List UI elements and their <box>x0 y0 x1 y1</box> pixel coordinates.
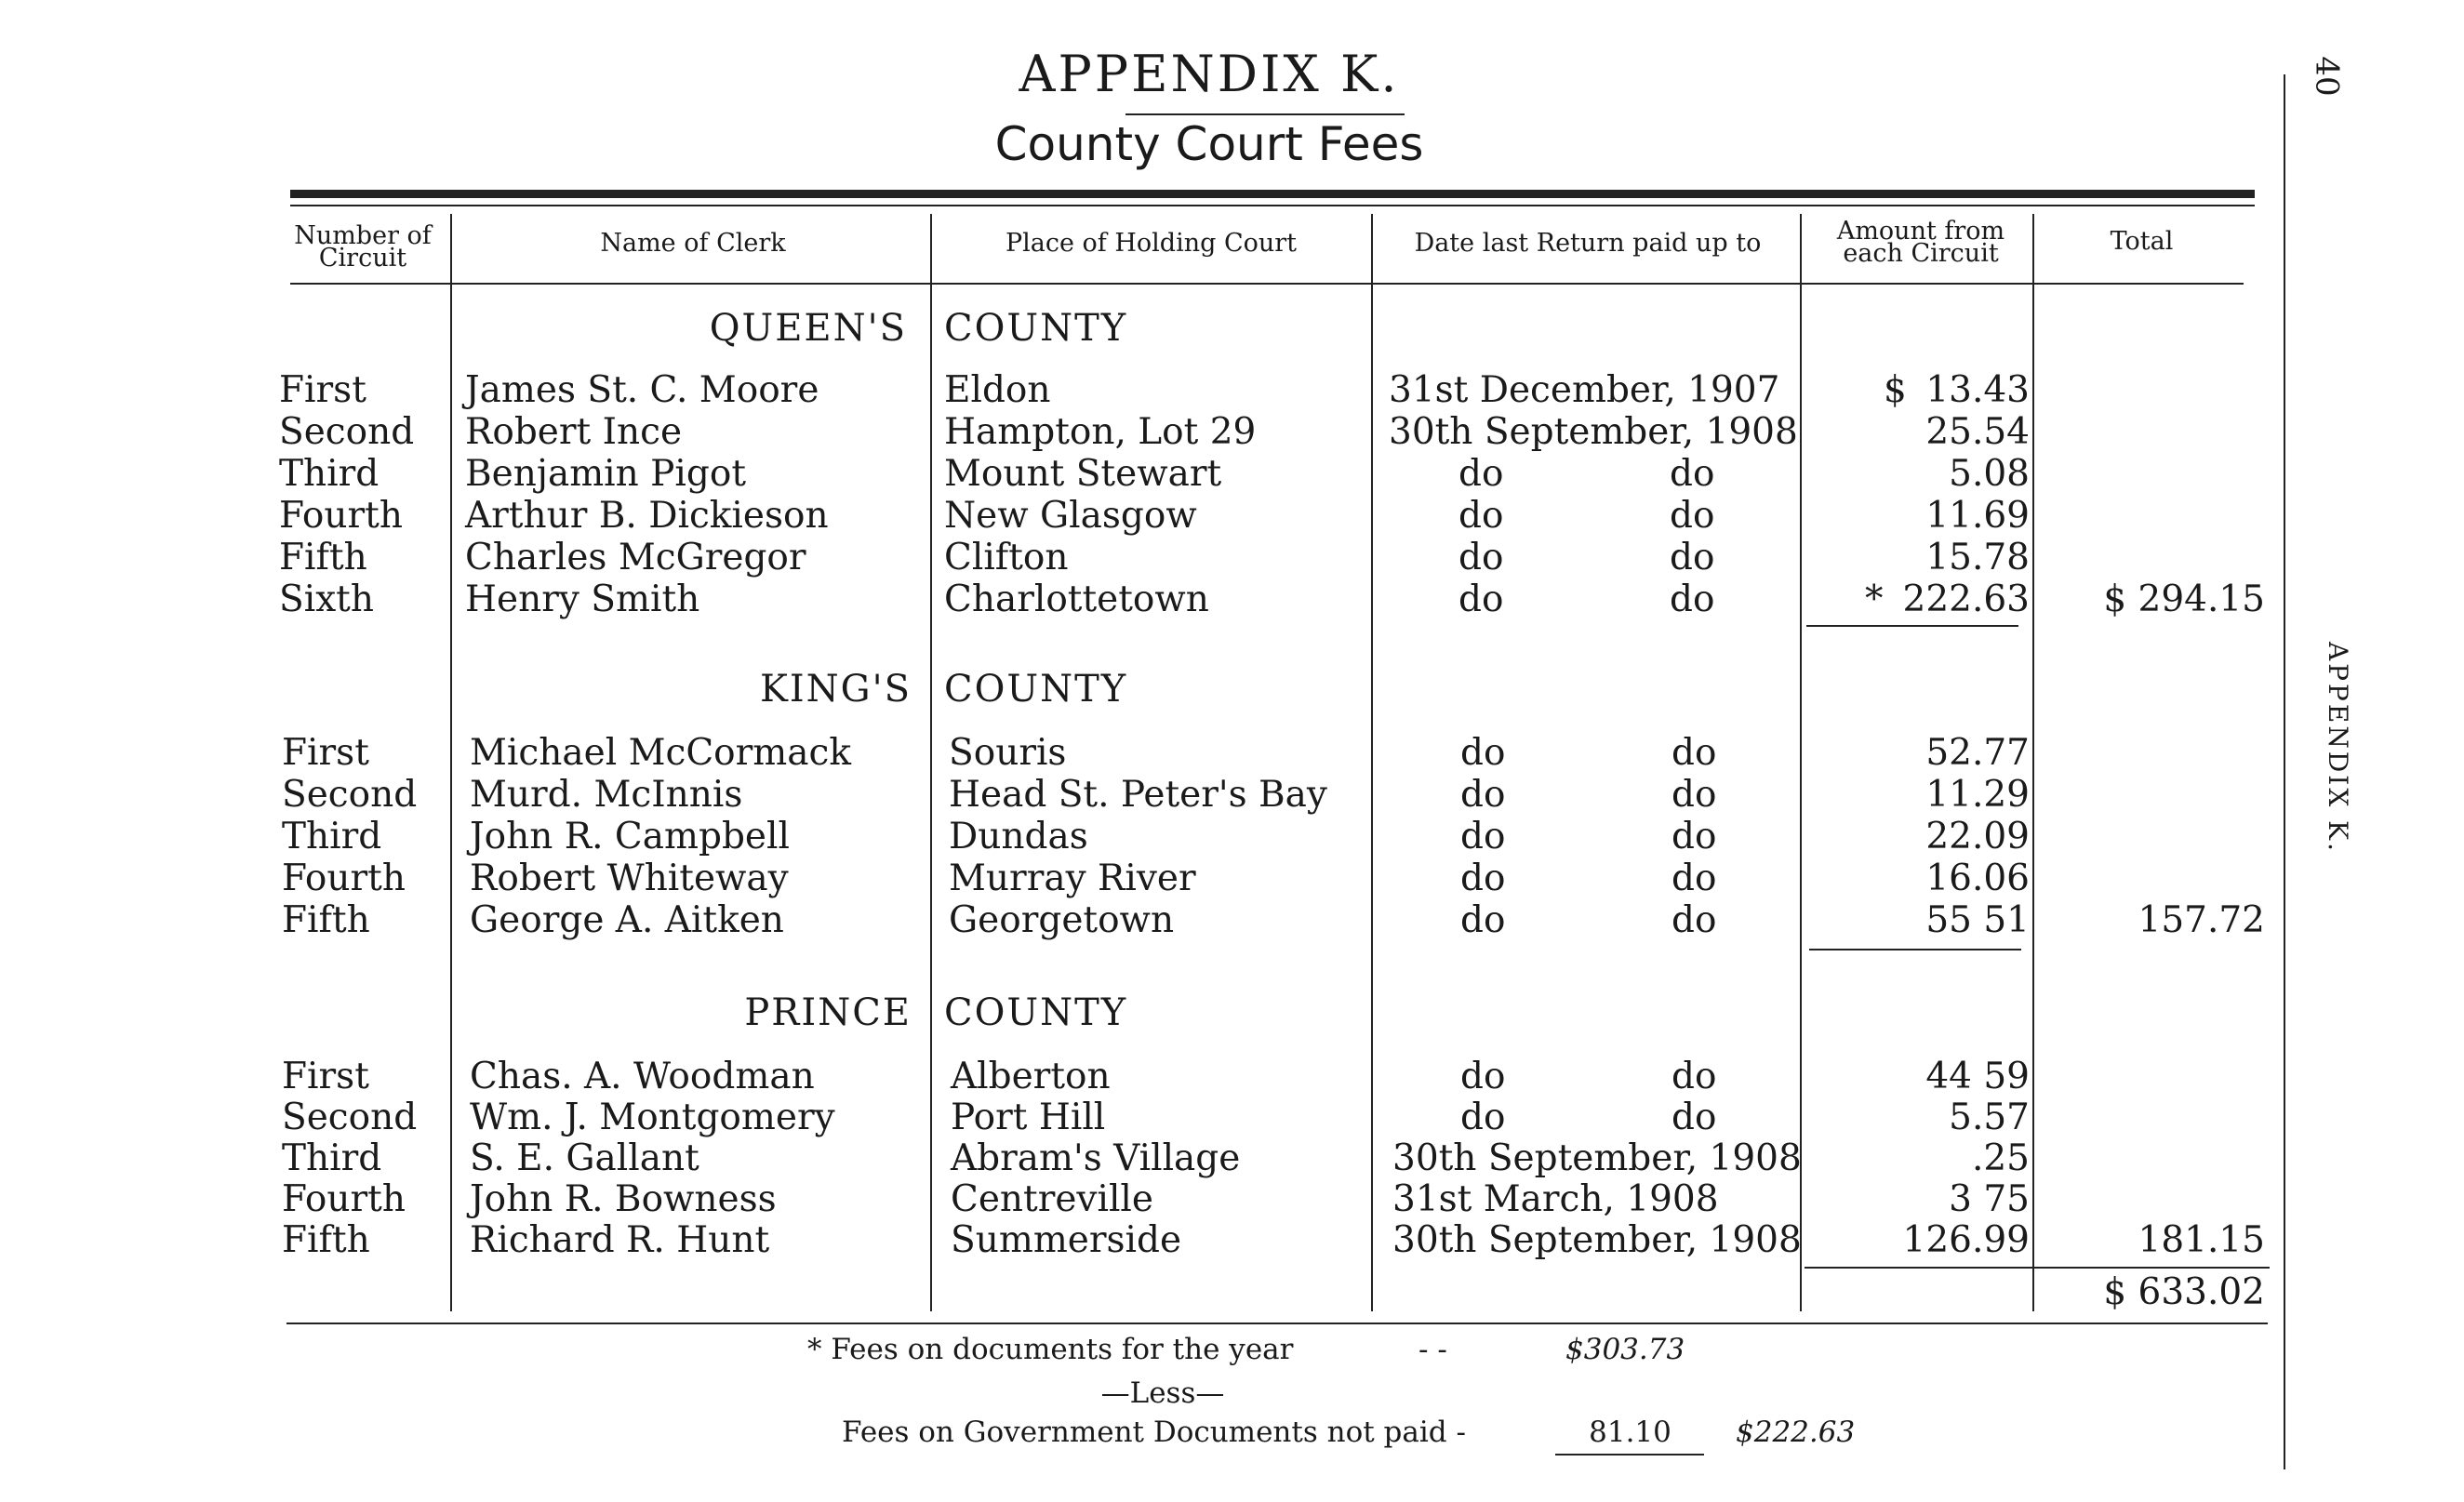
clerk-cell: Arthur B. Dickieson <box>465 495 829 537</box>
place-cell: Centreville <box>951 1178 1153 1220</box>
place-cell: Mount Stewart <box>944 453 1222 495</box>
date-cell: 30th September, 1908 <box>1392 1137 1802 1179</box>
header-date: Date last Return paid up to <box>1414 229 1762 258</box>
amount-cell: .25 <box>1971 1137 2030 1179</box>
place-cell: New Glasgow <box>944 495 1197 537</box>
ditto-mark: do <box>1458 453 1504 495</box>
col-rule-1 <box>450 214 452 1311</box>
county-heading-left: PRINCE <box>744 991 912 1034</box>
amount-cell: 25.54 <box>1925 411 2030 453</box>
place-cell: Georgetown <box>949 899 1175 941</box>
ditto-mark: do <box>1460 816 1506 857</box>
place-cell: Alberton <box>951 1056 1111 1097</box>
county-heading-left: QUEEN'S <box>709 307 907 350</box>
place-cell: Murray River <box>949 857 1196 899</box>
place-cell: Port Hill <box>951 1097 1106 1138</box>
circuit-cell: Third <box>282 1137 382 1179</box>
header-circuit: Number of Circuit <box>294 221 432 272</box>
amount-cell: 16.06 <box>1925 857 2030 899</box>
circuit-cell: Third <box>282 816 382 857</box>
county-heading-right: COUNTY <box>944 991 1128 1034</box>
place-cell: Abram's Village <box>951 1137 1241 1179</box>
clerk-cell: Henry Smith <box>465 578 700 620</box>
circuit-cell: Third <box>279 453 380 495</box>
amount-cell: 11.69 <box>1925 495 2030 537</box>
amount-cell: 55 51 <box>1925 899 2030 941</box>
footnote-line2-label: Fees on Government Documents not paid - <box>842 1416 1466 1449</box>
table-bottom-rule <box>286 1323 2268 1324</box>
circuit-cell: Fifth <box>282 1219 370 1261</box>
ditto-mark: do <box>1672 899 1717 941</box>
amount-cell: 126.99 <box>1902 1219 2030 1261</box>
amount-cell: 11.29 <box>1925 774 2030 816</box>
amount-cell: 13.43 <box>1925 369 2030 411</box>
ditto-mark: do <box>1670 495 1715 537</box>
footnote-line2-value: 81.10 <box>1589 1416 1672 1449</box>
header-total: Total <box>2110 227 2174 256</box>
total-cell: 181.15 <box>2138 1219 2265 1261</box>
margin-rule <box>2284 74 2285 1469</box>
county-heading-right: COUNTY <box>944 307 1128 350</box>
amount-cell: 15.78 <box>1925 537 2030 578</box>
circuit-cell: Fourth <box>282 857 406 899</box>
total-cell: $ 294.15 <box>2103 578 2265 620</box>
clerk-cell: James St. C. Moore <box>465 369 819 411</box>
ditto-mark: do <box>1670 537 1715 578</box>
header-bottom-rule <box>290 283 2244 285</box>
header-top-rule-thick <box>290 190 2255 198</box>
footnote-line1-value: $303.73 <box>1565 1333 1685 1366</box>
ditto-mark: do <box>1672 774 1717 816</box>
ditto-mark: do <box>1460 774 1506 816</box>
place-cell: Head St. Peter's Bay <box>949 774 1327 816</box>
date-cell: 30th September, 1908 <box>1392 1219 1802 1261</box>
date-cell: 31st December, 1907 <box>1389 369 1780 411</box>
ditto-mark: do <box>1670 578 1715 620</box>
grand-total: $ 633.02 <box>2103 1271 2265 1313</box>
clerk-cell: Robert Whiteway <box>470 857 789 899</box>
col-rule-2 <box>930 214 932 1311</box>
subtotal-rule <box>1809 949 2021 950</box>
page-subtitle: County Court Fees <box>994 117 1424 171</box>
ditto-mark: do <box>1670 453 1715 495</box>
amount-cell: 44 59 <box>1925 1056 2030 1097</box>
page-title: APPENDIX K. <box>1019 45 1400 103</box>
clerk-cell: Chas. A. Woodman <box>470 1056 815 1097</box>
amount-prefix: $ <box>1884 369 1907 411</box>
amount-cell: 222.63 <box>1902 578 2030 620</box>
header-clerk: Name of Clerk <box>600 229 786 258</box>
ditto-mark: do <box>1460 732 1506 774</box>
circuit-cell: Second <box>282 774 418 816</box>
subtotal-rule <box>1806 625 2018 627</box>
amount-cell: 3 75 <box>1949 1178 2030 1220</box>
circuit-cell: Fourth <box>279 495 403 537</box>
circuit-cell: Second <box>279 411 415 453</box>
amount-prefix: * <box>1865 578 1884 620</box>
circuit-cell: First <box>282 1056 369 1097</box>
ditto-mark: do <box>1458 495 1504 537</box>
col-rule-5 <box>2032 214 2034 1311</box>
date-cell: 30th September, 1908 <box>1389 411 1798 453</box>
clerk-cell: S. E. Gallant <box>470 1137 699 1179</box>
ditto-mark: do <box>1672 1056 1717 1097</box>
ditto-mark: do <box>1460 857 1506 899</box>
ditto-mark: do <box>1458 578 1504 620</box>
place-cell: Clifton <box>944 537 1069 578</box>
footnote-line1-dashes: - - <box>1418 1333 1447 1366</box>
amount-cell: 5.57 <box>1949 1097 2030 1138</box>
ditto-mark: do <box>1460 1056 1506 1097</box>
col-rule-3 <box>1371 214 1373 1311</box>
footnote-line1-label: * Fees on documents for the year <box>807 1333 1294 1366</box>
footnote-underline <box>1555 1454 1704 1455</box>
clerk-cell: Richard R. Hunt <box>470 1219 770 1261</box>
clerk-cell: Charles McGregor <box>465 537 806 578</box>
clerk-cell: Murd. McInnis <box>470 774 743 816</box>
total-cell: 157.72 <box>2138 899 2265 941</box>
ditto-mark: do <box>1672 732 1717 774</box>
amount-cell: 5.08 <box>1949 453 2030 495</box>
header-top-rule-thin <box>290 205 2255 206</box>
circuit-cell: Fourth <box>282 1178 406 1220</box>
clerk-cell: Benjamin Pigot <box>465 453 747 495</box>
circuit-cell: First <box>279 369 366 411</box>
circuit-cell: Sixth <box>279 578 374 620</box>
clerk-cell: Wm. J. Montgomery <box>470 1097 835 1138</box>
place-cell: Charlottetown <box>944 578 1209 620</box>
clerk-cell: John R. Bowness <box>470 1178 777 1220</box>
amount-cell: 52.77 <box>1925 732 2030 774</box>
page-number: 40 <box>2308 56 2346 97</box>
title-rule <box>1125 113 1405 115</box>
header-amount: Amount from each Circuit <box>1836 217 2005 268</box>
county-heading-left: KING'S <box>759 668 912 711</box>
place-cell: Souris <box>949 732 1067 774</box>
place-cell: Dundas <box>949 816 1088 857</box>
ditto-mark: do <box>1672 1097 1717 1138</box>
circuit-cell: First <box>282 732 369 774</box>
place-cell: Summerside <box>951 1219 1182 1261</box>
side-label: APPENDIX K. <box>2323 642 2353 855</box>
county-heading-right: COUNTY <box>944 668 1128 711</box>
header-place: Place of Holding Court <box>1005 229 1298 258</box>
ditto-mark: do <box>1460 1097 1506 1138</box>
footnote-less: —Less— <box>1100 1376 1225 1410</box>
clerk-cell: John R. Campbell <box>470 816 790 857</box>
amount-cell: 22.09 <box>1925 816 2030 857</box>
circuit-cell: Second <box>282 1097 418 1138</box>
circuit-cell: Fifth <box>282 899 370 941</box>
ditto-mark: do <box>1460 899 1506 941</box>
clerk-cell: George A. Aitken <box>470 899 784 941</box>
clerk-cell: Michael McCormack <box>470 732 852 774</box>
date-cell: 31st March, 1908 <box>1392 1178 1719 1220</box>
footnote-line2-result: $222.63 <box>1736 1416 1856 1449</box>
ditto-mark: do <box>1672 857 1717 899</box>
ditto-mark: do <box>1672 816 1717 857</box>
ditto-mark: do <box>1458 537 1504 578</box>
place-cell: Hampton, Lot 29 <box>944 411 1257 453</box>
place-cell: Eldon <box>944 369 1051 411</box>
circuit-cell: Fifth <box>279 537 367 578</box>
grand-total-rule <box>1805 1267 2270 1269</box>
clerk-cell: Robert Ince <box>465 411 683 453</box>
